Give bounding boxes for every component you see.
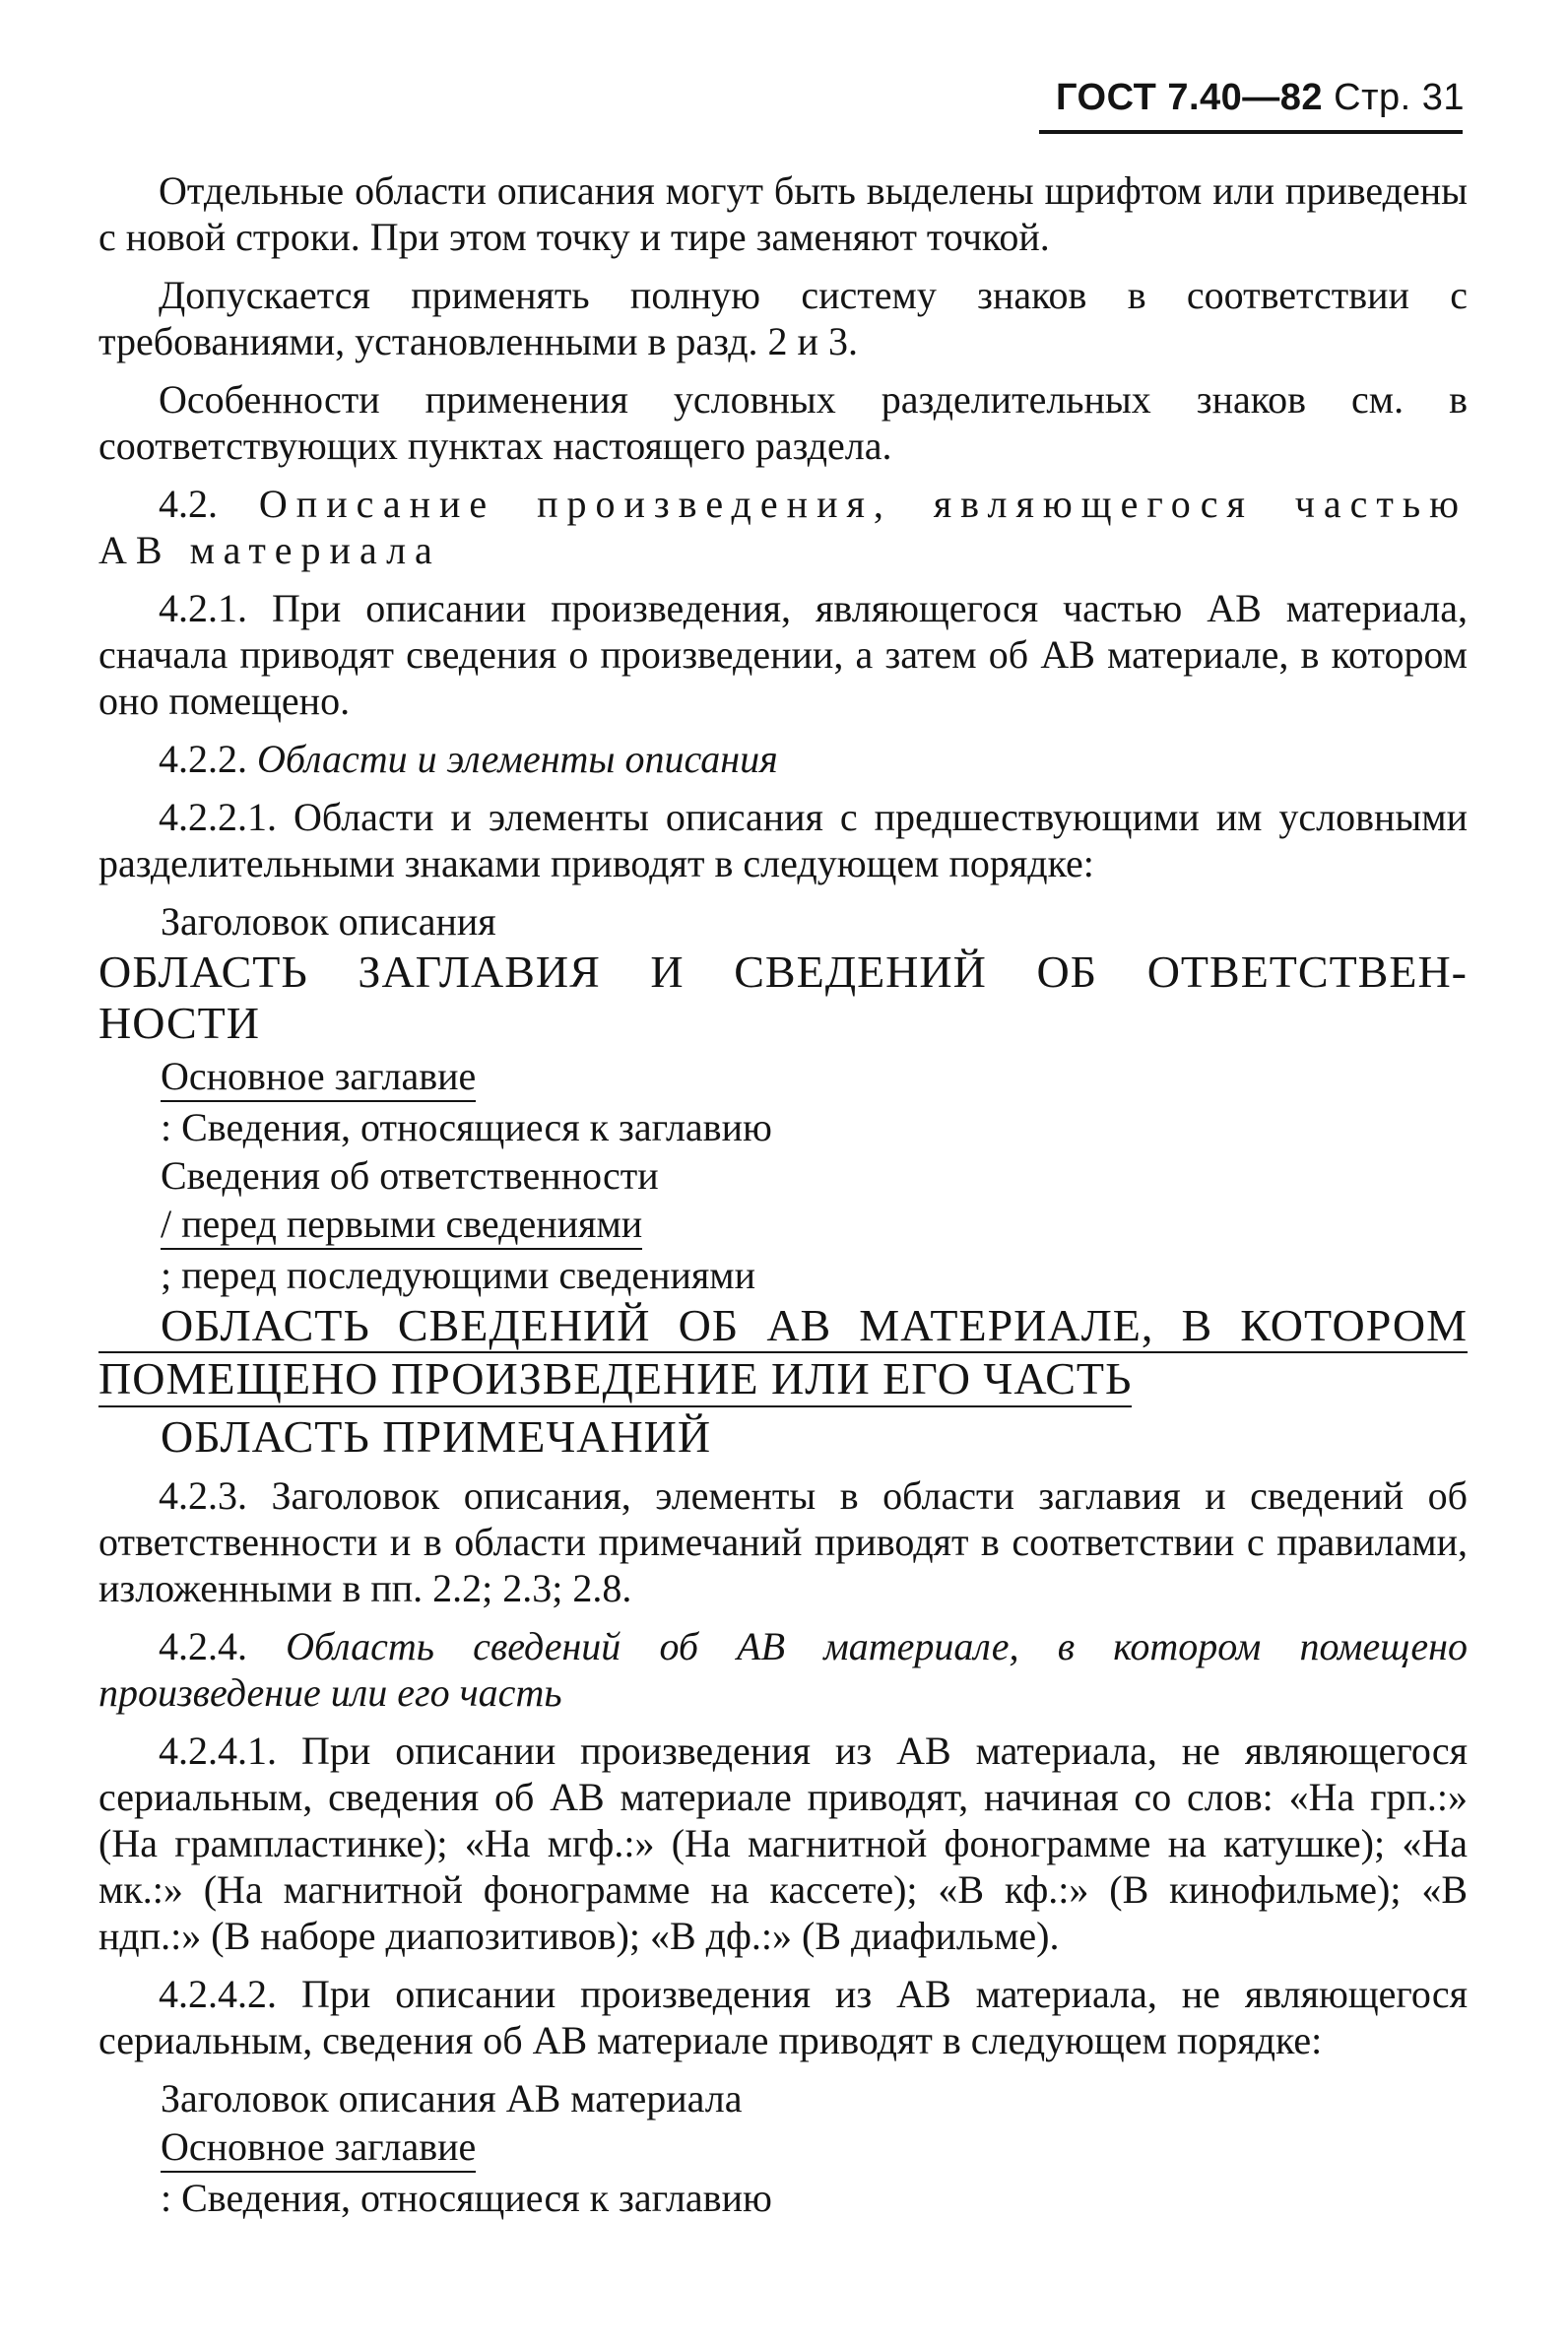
scheme-heading: Заголовок описания bbox=[161, 899, 496, 944]
area-title-line: НОСТИ bbox=[98, 998, 261, 1048]
section-number: 4.2. bbox=[159, 482, 218, 526]
paragraph-4-2-4-2: 4.2.4.2. При описании произведения из АВ материала, не являющегося сериальным, сведения об АВ материале приводят в следующем порядке: bbox=[98, 1972, 1468, 2062]
paragraph-features: Особенности применения условных разделительных знаков см. в соответствующих пунктах настоящего раздела. bbox=[98, 377, 1468, 468]
area-av-material bbox=[98, 1300, 1468, 1407]
av-material-scheme bbox=[98, 2075, 1468, 2221]
section-number: 4.2.2. bbox=[159, 737, 247, 781]
area-av-line-underlined: ПОМЕЩЕНО ПРОИЗВЕДЕНИЕ ИЛИ ЕГО ЧАСТЬ bbox=[98, 1353, 1132, 1407]
paragraph-4-2-1: 4.2.1. При описании произведения, являющегося частью АВ материала, сначала приводят сведения о произведении, а затем об АВ материале, в котором оно помещено. bbox=[98, 586, 1468, 723]
paragraph-4-2-3: 4.2.3. Заголовок описания, элементы в области заглавия и сведений об ответственности и в области примечаний приводят в соответствии с правилами, изложенными в пп. 2.2; 2.3; 2.8. bbox=[98, 1473, 1468, 1610]
scheme-responsibility: Сведения об ответственности bbox=[161, 1153, 659, 1198]
page-header bbox=[1056, 77, 1465, 119]
header-rule bbox=[1039, 130, 1463, 134]
section-heading-4-2 bbox=[98, 481, 1468, 573]
scheme-title-info: : Сведения, относящиеся к заглавию bbox=[161, 1105, 772, 1149]
area-title-responsibility bbox=[98, 946, 1468, 1049]
scheme-first-responsibility bbox=[161, 1201, 1468, 1250]
paragraph-4-2-2-1: 4.2.2.1. Области и элементы описания с предшествующими им условными разделительными знаками приводят в следующем порядке: bbox=[98, 795, 1468, 885]
scheme-next-responsibility: ; перед последующими сведениями bbox=[161, 1253, 756, 1297]
page-body bbox=[98, 167, 1468, 2223]
first-resp-underlined: / перед первыми сведениями bbox=[161, 1201, 642, 1250]
page-number: Стр. 31 bbox=[1334, 77, 1465, 118]
paragraph-4-2-4-1: 4.2.4.1. При описании произведения из АВ материала, не являющегося сериальным, сведения об АВ материале приводят, начиная со слов: «На грп.:» (На грампластинке); «На мгф.:» (На магнитной фонограмме на катушке); «На мк.:» (На магнитной фонограмме на кассете); «В кф.:» (В кинофильме); «В ндп.:» (В наборе диапозитивов); «В дф.:» (В диафильме). bbox=[98, 1729, 1468, 1958]
description-scheme bbox=[98, 898, 1468, 1463]
section-number: 4.2.4. bbox=[159, 1624, 247, 1668]
main-title-underlined: Основное заглавие bbox=[161, 2123, 476, 2173]
section-title: Область сведений об АВ материале, в котором помещено произведение или его часть bbox=[98, 1624, 1469, 1715]
main-title-underlined: Основное заглавие bbox=[161, 1053, 476, 1102]
area-av-line bbox=[98, 1353, 1468, 1407]
standard-number: ГОСТ 7.40—82 bbox=[1055, 77, 1324, 118]
section-heading-4-2-2 bbox=[98, 736, 1468, 782]
paragraph-full-system: Допускается применять полную систему знаков в соответствии с требованиями, установленными в разд. 2 и 3. bbox=[98, 273, 1468, 363]
scheme-main-title bbox=[161, 1053, 1468, 1102]
section-heading-4-2-4 bbox=[98, 1623, 1468, 1716]
area-notes: ОБЛАСТЬ ПРИМЕЧАНИЙ bbox=[161, 1411, 712, 1462]
area-av-line: ОБЛАСТЬ СВЕДЕНИЙ ОБ АВ МАТЕРИАЛЕ, В КОТОРОМ bbox=[98, 1300, 1468, 1353]
paragraph-intro: Отдельные области описания могут быть выделены шрифтом или приведены с новой строки. При этом точку и тире заменяют точкой. bbox=[98, 168, 1468, 259]
area-title-line: ОБЛАСТЬ ЗАГЛАВИЯ И СВЕДЕНИЙ ОБ ОТВЕТСТВЕН- bbox=[98, 946, 1468, 997]
section-title: Описание произведения, являющегося частью АВ материала bbox=[98, 482, 1469, 572]
section-title: Области и элементы описания bbox=[257, 737, 778, 781]
scheme-title-info: : Сведения, относящиеся к заглавию bbox=[161, 2176, 772, 2220]
scheme-main-title bbox=[161, 2123, 1468, 2173]
scheme-heading: Заголовок описания АВ материала bbox=[161, 2076, 743, 2121]
